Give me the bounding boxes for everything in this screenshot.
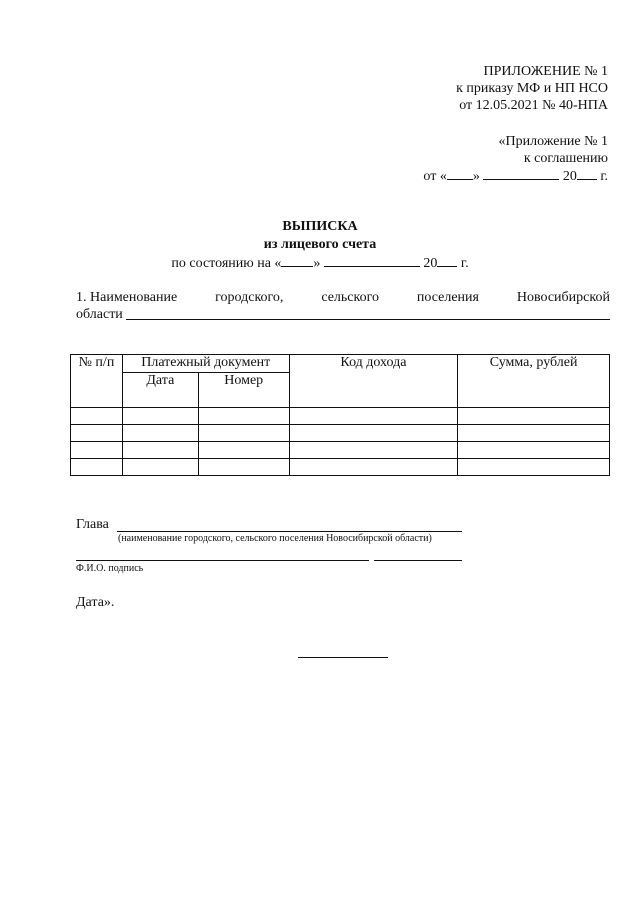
document-title: ВЫПИСКА [282, 219, 358, 234]
col-income-code-header: Код дохода [289, 355, 458, 408]
month-blank [483, 167, 559, 180]
day-blank [447, 167, 473, 180]
head-name-blank [117, 531, 462, 532]
municipality-region-label: области [76, 307, 123, 322]
appendix-number: ПРИЛОЖЕНИЕ № 1 [483, 64, 608, 79]
order-reference [456, 63, 608, 114]
table-row [71, 425, 610, 442]
state-year-blank [437, 254, 457, 267]
col-sum-header: Сумма, рублей [458, 355, 610, 408]
agreement-appendix-number: «Приложение № 1 [498, 134, 608, 149]
date-label: Дата». [76, 595, 115, 610]
table-header-row [71, 355, 610, 373]
municipality-line: 1. Наименование городского, сельского поселения Новосибирской [76, 290, 610, 305]
document-subtitle: из лицевого счета [263, 237, 377, 252]
account-table [70, 354, 610, 476]
table-row [71, 442, 610, 459]
col-doc-number-header: Номер [198, 373, 289, 408]
order-issuer: к приказу МФ и НП НСО [456, 81, 608, 96]
head-label: Глава [76, 517, 109, 532]
state-date-line: по состоянию на « » 20 г. [171, 256, 469, 271]
municipality-blank [126, 319, 610, 320]
agreement-reference [423, 133, 608, 185]
signature-blank [374, 560, 462, 561]
year-blank [577, 167, 597, 180]
fio-blank [76, 560, 369, 561]
col-date-header: Дата [122, 373, 198, 408]
table-row [71, 459, 610, 476]
state-day-blank [281, 254, 313, 267]
agreement-date-line: от « » 20 г. [423, 169, 608, 184]
fio-caption: Ф.И.О. подпись [76, 563, 144, 574]
end-rule [298, 657, 388, 658]
order-date: от 12.05.2021 № 40-НПА [459, 98, 608, 113]
col-number-header: № п/п [71, 355, 123, 408]
head-caption: (наименование городского, сельского поселения Новосибирской области) [118, 533, 432, 544]
col-payment-doc-header: Платежный документ [122, 355, 289, 373]
agreement-label: к соглашению [523, 151, 608, 166]
table-row [71, 408, 610, 425]
state-month-blank [324, 254, 420, 267]
